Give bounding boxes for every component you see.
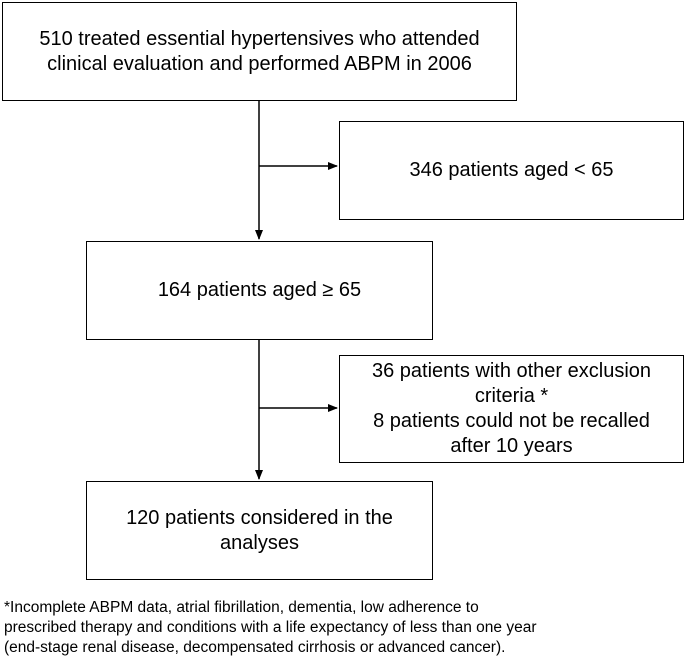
footnote-line-3: (end-stage renal disease, decompensated cirrhosis or advanced cancer). [4,639,506,656]
aged-65-plus-line-1: 164 patients aged ≥ 65 [157,279,362,301]
other-exclusions-line-1: 36 patients with other exclusion [371,360,652,382]
footnote-line-1: *Incomplete ABPM data, atrial fibrillation, dementia, low adherence to [4,599,479,616]
aged-65-plus-box [86,241,433,340]
footnote [4,598,681,658]
final-analysis-box [86,481,433,580]
final-analysis-line-1: 120 patients considered in the [126,506,393,529]
total-cohort-box [2,2,517,101]
other-exclusions-line-4: after 10 years [450,435,573,457]
footnote-line-2: prescribed therapy and conditions with a life expectancy of less than one year [4,619,537,636]
other-exclusions-line-3: 8 patients could not be recalled [373,410,650,432]
other-exclusions-line-2: criteria * [474,385,549,407]
other-exclusions-box [339,355,684,463]
final-analysis-line-2: analyses [220,531,299,554]
excluded-under-65-line-1: 346 patients aged < 65 [409,159,614,181]
excluded-under-65-box [339,121,684,220]
total-cohort-line-2: clinical evaluation and performed ABPM in 2006 [47,52,472,75]
total-cohort-line-1: 510 treated essential hypertensives who attended [39,27,480,50]
